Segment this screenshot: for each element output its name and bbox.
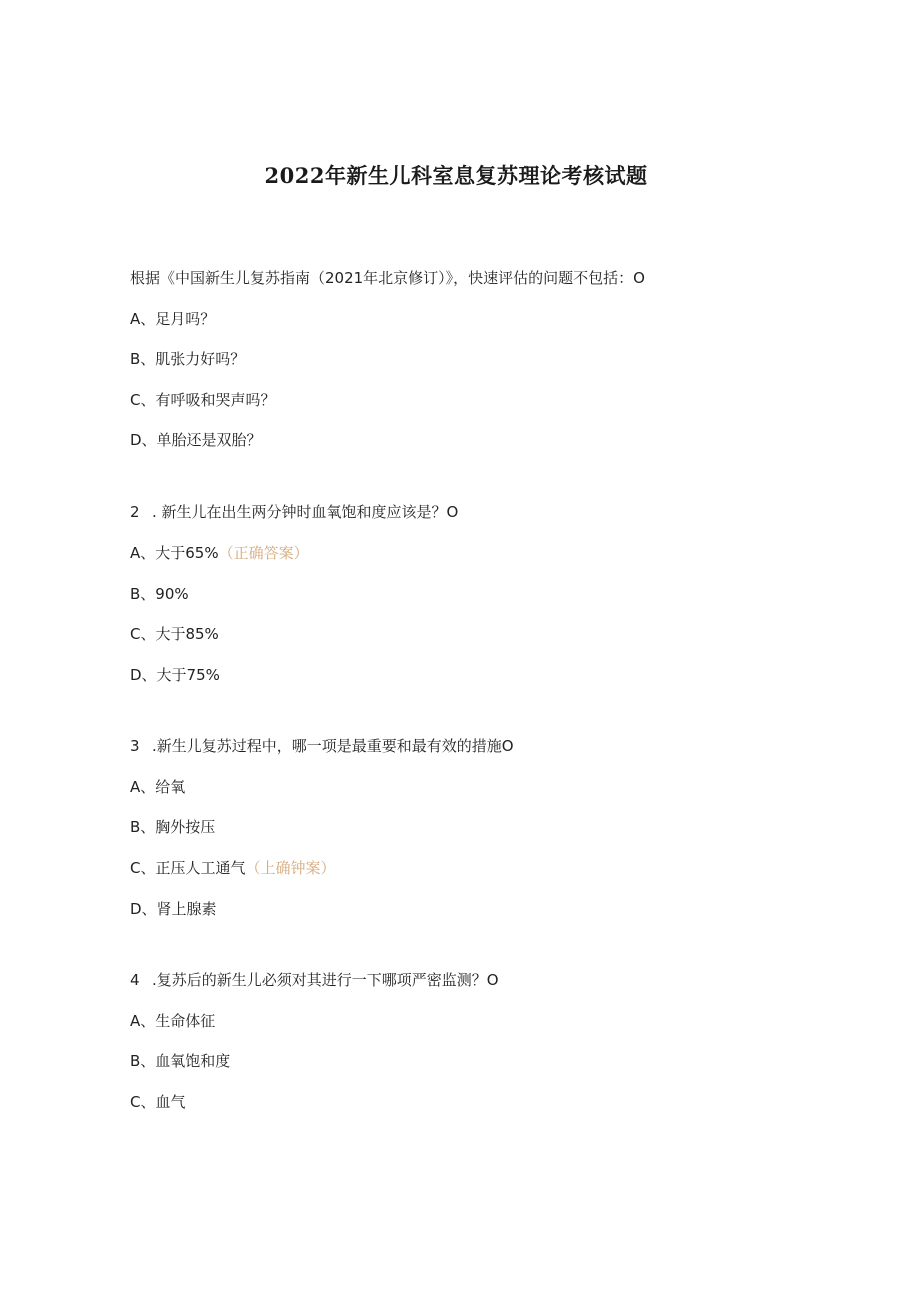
question-4-option-c xyxy=(130,1092,185,1112)
question-3-option-a xyxy=(130,777,185,797)
question-text: .复苏后的新生儿必须对其进行一下哪项严密监测？O xyxy=(152,971,499,989)
question-4-option-b xyxy=(130,1051,230,1071)
question-text: .新生儿复苏过程中，哪一项是最重要和最有效的措施O xyxy=(152,737,514,755)
question-3-option-d xyxy=(130,899,217,919)
option-label: B、90% xyxy=(130,585,189,603)
question-3-text xyxy=(130,736,514,756)
question-1-option-d xyxy=(130,430,262,450)
question-1-option-b xyxy=(130,349,245,369)
question-1-option-c xyxy=(130,390,275,410)
question-text: 根据《中国新生儿复苏指南（2021年北京修订）》，快速评估的问题不包括：O xyxy=(130,269,645,287)
option-label: C、血气 xyxy=(130,1093,186,1111)
question-number: 3 xyxy=(130,737,140,755)
option-label: C、大于85% xyxy=(130,625,219,643)
option-label: B、胸外按压 xyxy=(130,818,216,836)
question-4-option-a xyxy=(130,1011,215,1031)
question-1-option-a xyxy=(130,309,215,329)
question-3-option-c xyxy=(130,858,336,878)
question-2-text xyxy=(130,502,458,522)
question-1-text xyxy=(130,268,645,288)
option-label: C、正压人工通气 xyxy=(130,859,246,877)
question-2-option-c xyxy=(130,624,219,644)
question-number: 4 xyxy=(130,971,140,989)
option-label: D、大于75% xyxy=(130,666,220,684)
option-label: D、单胎还是双胎？ xyxy=(130,431,262,449)
option-label: A、给氧 xyxy=(130,778,186,796)
option-label: A、大于65% xyxy=(130,544,219,562)
page-title: 2022年新生儿科室息复苏理论考核试题 xyxy=(264,163,648,188)
correct-answer-tag: （正确答案） xyxy=(218,544,309,562)
question-2-option-a xyxy=(130,543,309,563)
question-number: 2 xyxy=(130,503,140,521)
option-label: B、血氧饱和度 xyxy=(130,1052,231,1070)
question-2-option-b xyxy=(130,584,189,604)
option-label: C、有呼吸和哭声吗？ xyxy=(130,391,276,409)
correct-answer-tag: （上确钟案） xyxy=(245,859,336,877)
question-2-option-d xyxy=(130,665,220,685)
option-label: B、肌张力好吗？ xyxy=(130,350,246,368)
option-label: A、足月吗？ xyxy=(130,310,216,328)
question-4-text xyxy=(130,970,499,990)
option-label: D、肾上腺素 xyxy=(130,900,217,918)
question-text: . 新生儿在出生两分钟时血氧饱和度应该是？O xyxy=(152,503,459,521)
option-label: A、生命体征 xyxy=(130,1012,216,1030)
question-3-option-b xyxy=(130,817,215,837)
